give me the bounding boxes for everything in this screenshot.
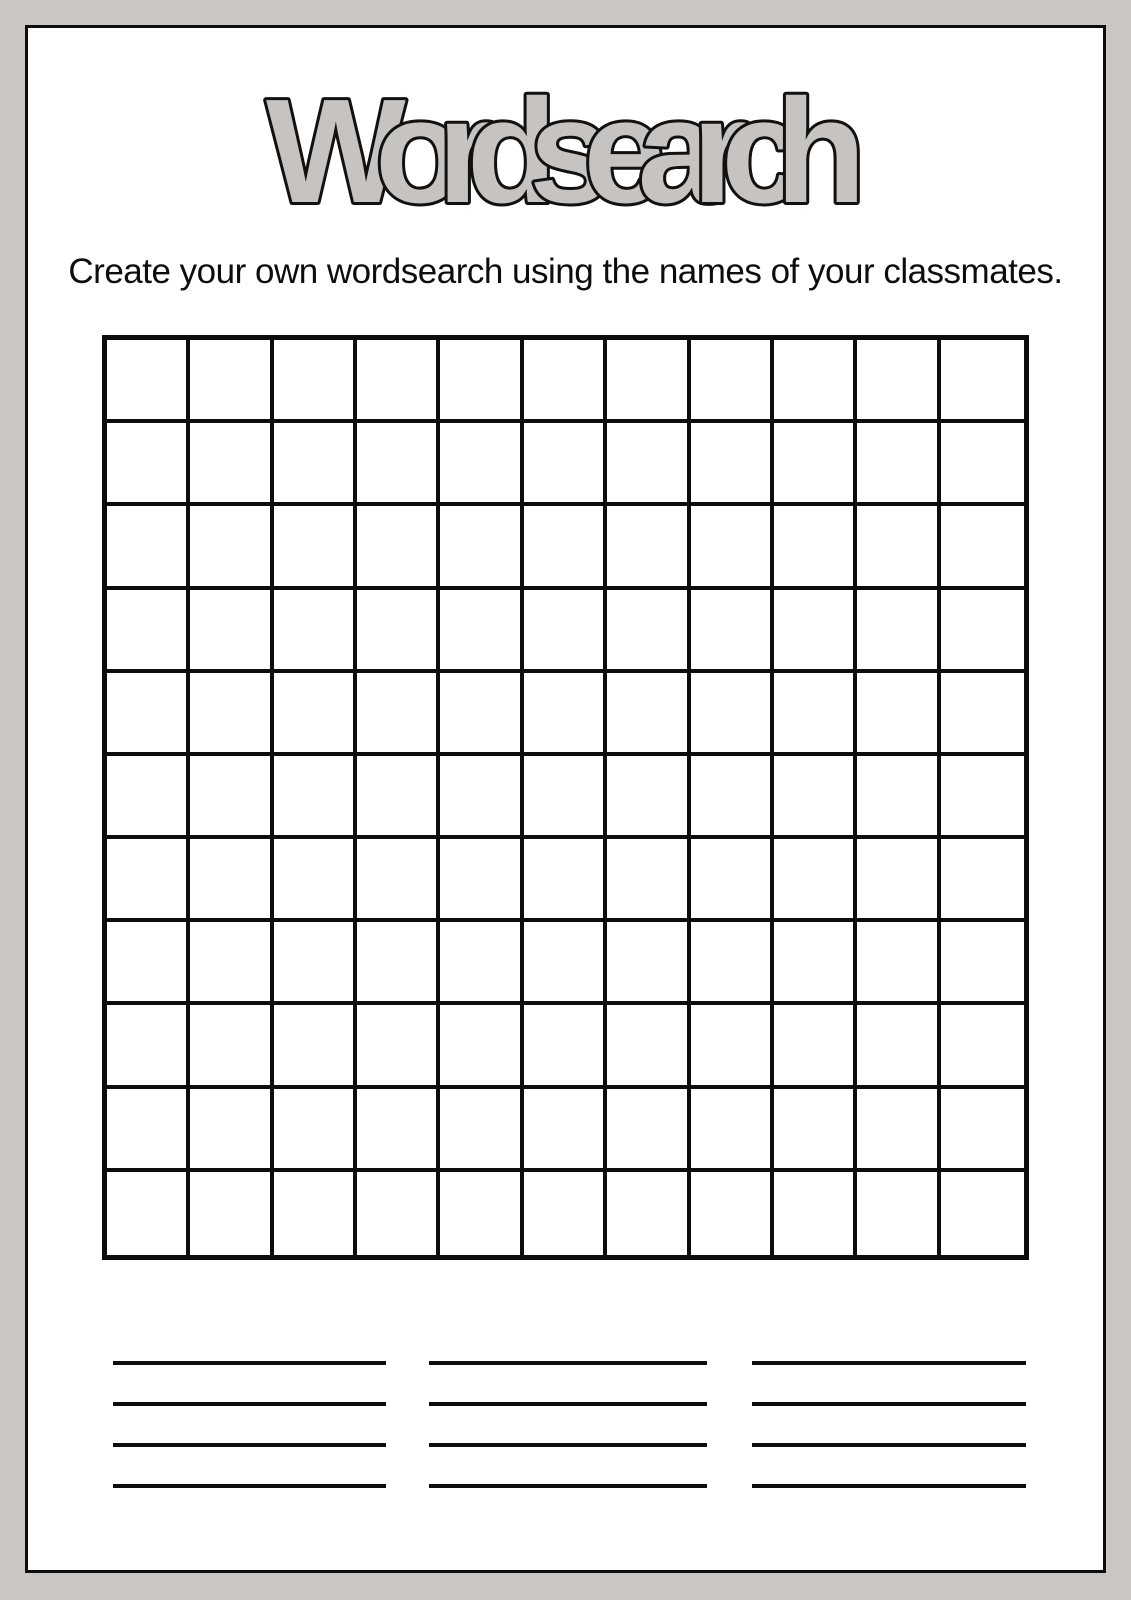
grid-cell[interactable] xyxy=(190,839,273,922)
grid-cell[interactable] xyxy=(190,590,273,673)
grid-cell[interactable] xyxy=(274,839,357,922)
grid-cell[interactable] xyxy=(107,1172,190,1255)
answer-line[interactable] xyxy=(429,1361,707,1365)
grid-cell[interactable] xyxy=(524,590,607,673)
grid-cell[interactable] xyxy=(274,1089,357,1172)
grid-cell[interactable] xyxy=(941,673,1024,756)
grid-cell[interactable] xyxy=(774,340,857,423)
grid-cell[interactable] xyxy=(107,1089,190,1172)
grid-cell[interactable] xyxy=(440,756,523,839)
grid-cell[interactable] xyxy=(607,423,690,506)
grid-cell[interactable] xyxy=(524,506,607,589)
grid-cell[interactable] xyxy=(440,922,523,1005)
grid-cell[interactable] xyxy=(357,922,440,1005)
grid-cell[interactable] xyxy=(107,1005,190,1088)
instruction-text: Create your own wordsearch using the names of your classmates. xyxy=(68,252,1063,291)
grid-cell[interactable] xyxy=(107,590,190,673)
worksheet-title xyxy=(28,86,1103,221)
grid-cell[interactable] xyxy=(440,340,523,423)
grid-cell[interactable] xyxy=(607,673,690,756)
answer-line[interactable] xyxy=(429,1484,707,1488)
grid-cell[interactable] xyxy=(691,1005,774,1088)
grid-cell[interactable] xyxy=(857,506,940,589)
grid-cell[interactable] xyxy=(857,673,940,756)
grid-cell[interactable] xyxy=(357,1172,440,1255)
grid-cell[interactable] xyxy=(190,673,273,756)
grid-cell[interactable] xyxy=(774,922,857,1005)
grid-cell[interactable] xyxy=(691,673,774,756)
grid-cell[interactable] xyxy=(190,423,273,506)
grid-cell[interactable] xyxy=(941,423,1024,506)
grid-cell[interactable] xyxy=(357,1005,440,1088)
grid-cell[interactable] xyxy=(607,1005,690,1088)
grid-cell[interactable] xyxy=(857,423,940,506)
grid-cell[interactable] xyxy=(107,756,190,839)
answer-line[interactable] xyxy=(752,1484,1026,1488)
answer-line[interactable] xyxy=(113,1484,386,1488)
grid-cell[interactable] xyxy=(440,590,523,673)
grid-cell[interactable] xyxy=(274,756,357,839)
grid-cell[interactable] xyxy=(941,922,1024,1005)
grid-cell[interactable] xyxy=(190,1005,273,1088)
answer-line[interactable] xyxy=(752,1443,1026,1447)
grid-cell[interactable] xyxy=(107,506,190,589)
grid-cell[interactable] xyxy=(190,1172,273,1255)
grid-cell[interactable] xyxy=(774,1089,857,1172)
title-text: Wordsearch xyxy=(265,86,866,221)
grid-cell[interactable] xyxy=(524,340,607,423)
grid-cell[interactable] xyxy=(774,1172,857,1255)
title-bubble-letters xyxy=(216,86,916,221)
grid-cell[interactable] xyxy=(607,756,690,839)
answer-line[interactable] xyxy=(429,1402,707,1406)
grid-cell[interactable] xyxy=(607,839,690,922)
grid-cell[interactable] xyxy=(357,506,440,589)
grid-cell[interactable] xyxy=(190,340,273,423)
grid-cell[interactable] xyxy=(190,756,273,839)
answer-line-column xyxy=(429,1361,707,1525)
grid-cell[interactable] xyxy=(357,340,440,423)
grid-cell[interactable] xyxy=(190,506,273,589)
grid-cell[interactable] xyxy=(524,756,607,839)
grid-cell[interactable] xyxy=(774,506,857,589)
grid-cell[interactable] xyxy=(857,756,940,839)
grid-cell[interactable] xyxy=(357,756,440,839)
grid-cell[interactable] xyxy=(941,340,1024,423)
grid-cell[interactable] xyxy=(107,423,190,506)
answer-line[interactable] xyxy=(752,1361,1026,1365)
grid-cell[interactable] xyxy=(857,1005,940,1088)
grid-cell[interactable] xyxy=(274,1005,357,1088)
grid-cell[interactable] xyxy=(691,922,774,1005)
grid-cell[interactable] xyxy=(524,423,607,506)
grid-cell[interactable] xyxy=(774,673,857,756)
grid-cell[interactable] xyxy=(691,506,774,589)
grid-cell[interactable] xyxy=(107,340,190,423)
answer-lines-section xyxy=(113,1361,1026,1526)
grid-cell[interactable] xyxy=(774,1005,857,1088)
grid-cell[interactable] xyxy=(357,423,440,506)
grid-cell[interactable] xyxy=(941,756,1024,839)
grid-cell[interactable] xyxy=(190,922,273,1005)
answer-line[interactable] xyxy=(113,1402,386,1406)
grid-cell[interactable] xyxy=(524,1172,607,1255)
grid-cell[interactable] xyxy=(774,423,857,506)
grid-cell[interactable] xyxy=(107,922,190,1005)
grid-cell[interactable] xyxy=(691,839,774,922)
grid-cell[interactable] xyxy=(357,1089,440,1172)
grid-cell[interactable] xyxy=(524,1005,607,1088)
grid-cell[interactable] xyxy=(440,1005,523,1088)
grid-cell[interactable] xyxy=(357,673,440,756)
grid-cell[interactable] xyxy=(440,673,523,756)
grid-cell[interactable] xyxy=(691,1089,774,1172)
wordsearch-grid xyxy=(102,335,1029,1260)
grid-cell[interactable] xyxy=(440,506,523,589)
grid-cell[interactable] xyxy=(607,1172,690,1255)
grid-cell[interactable] xyxy=(857,1172,940,1255)
answer-line[interactable] xyxy=(113,1361,386,1365)
grid-cell[interactable] xyxy=(774,590,857,673)
grid-cell[interactable] xyxy=(857,839,940,922)
grid-cell[interactable] xyxy=(274,1172,357,1255)
grid-cell[interactable] xyxy=(941,1005,1024,1088)
grid-cell[interactable] xyxy=(274,506,357,589)
grid-cell[interactable] xyxy=(941,1172,1024,1255)
grid-cell[interactable] xyxy=(190,1089,273,1172)
grid-cell[interactable] xyxy=(857,340,940,423)
grid-cell[interactable] xyxy=(691,1172,774,1255)
answer-line[interactable] xyxy=(429,1443,707,1447)
grid-cell[interactable] xyxy=(107,673,190,756)
grid-cell[interactable] xyxy=(440,1172,523,1255)
grid-cell[interactable] xyxy=(691,423,774,506)
grid-cell[interactable] xyxy=(691,590,774,673)
grid-cell[interactable] xyxy=(357,590,440,673)
grid-cell[interactable] xyxy=(274,922,357,1005)
grid-cell[interactable] xyxy=(524,673,607,756)
grid-cell[interactable] xyxy=(440,839,523,922)
grid-cell[interactable] xyxy=(524,922,607,1005)
grid-cell[interactable] xyxy=(440,423,523,506)
grid-cell[interactable] xyxy=(941,839,1024,922)
grid-cell[interactable] xyxy=(524,839,607,922)
grid-cell[interactable] xyxy=(607,1089,690,1172)
answer-line[interactable] xyxy=(752,1402,1026,1406)
grid-cell[interactable] xyxy=(107,839,190,922)
worksheet-page xyxy=(25,25,1106,1573)
grid-cell[interactable] xyxy=(941,506,1024,589)
grid-cell[interactable] xyxy=(857,590,940,673)
grid-cell[interactable] xyxy=(607,340,690,423)
grid-cell[interactable] xyxy=(357,839,440,922)
grid-cell[interactable] xyxy=(607,506,690,589)
grid-cell[interactable] xyxy=(274,340,357,423)
grid-cell[interactable] xyxy=(440,1089,523,1172)
grid-cell[interactable] xyxy=(941,1089,1024,1172)
answer-line-column xyxy=(113,1361,386,1525)
grid-cell[interactable] xyxy=(774,756,857,839)
answer-line[interactable] xyxy=(113,1443,386,1447)
grid-cell[interactable] xyxy=(941,590,1024,673)
grid-cell[interactable] xyxy=(691,340,774,423)
grid-cell[interactable] xyxy=(607,922,690,1005)
grid-cell[interactable] xyxy=(274,423,357,506)
grid-cell[interactable] xyxy=(607,590,690,673)
grid-cell[interactable] xyxy=(274,673,357,756)
grid-cell[interactable] xyxy=(857,922,940,1005)
grid-cell[interactable] xyxy=(774,839,857,922)
answer-line-column xyxy=(752,1361,1026,1525)
grid-cell[interactable] xyxy=(524,1089,607,1172)
grid-cell[interactable] xyxy=(691,756,774,839)
grid-cell[interactable] xyxy=(274,590,357,673)
grid-cell[interactable] xyxy=(857,1089,940,1172)
